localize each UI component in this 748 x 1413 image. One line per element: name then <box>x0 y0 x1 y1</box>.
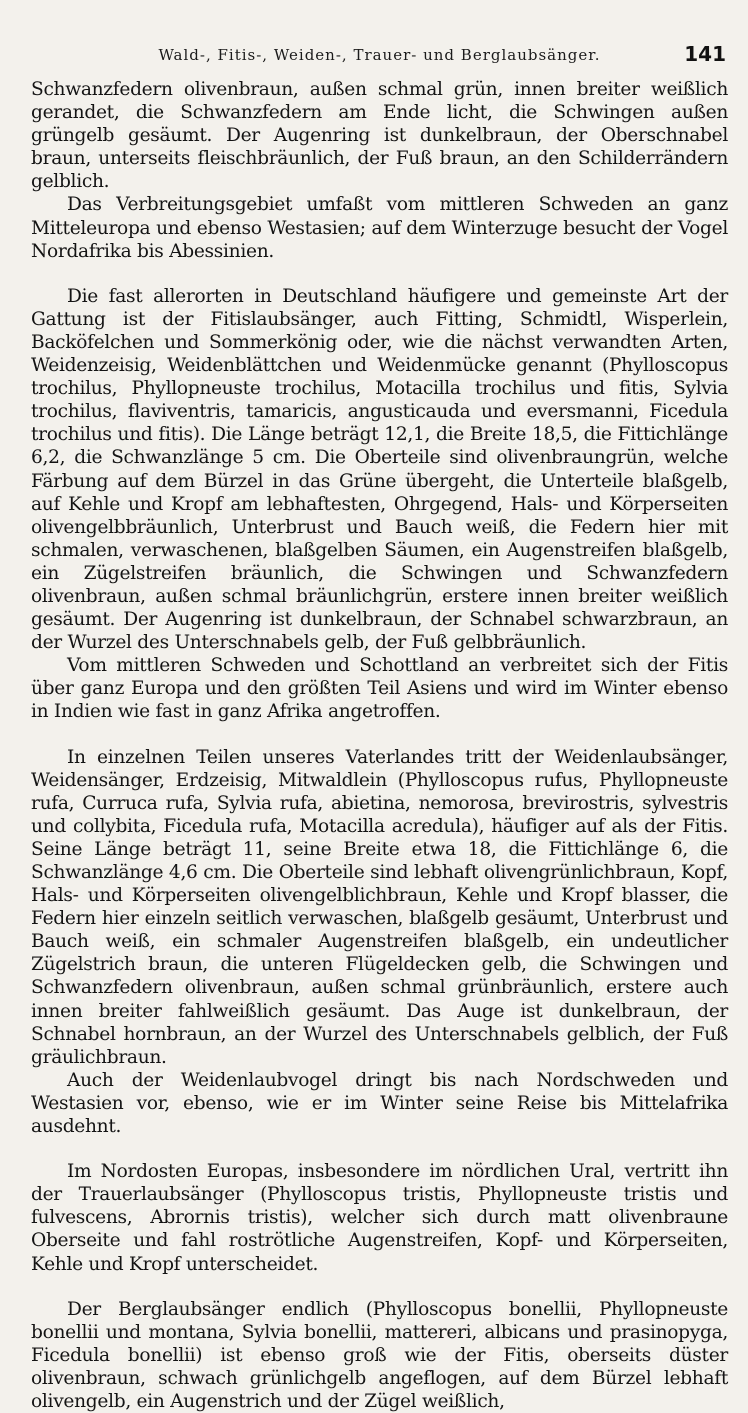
paragraph-willow-warbler-range: Vom mittleren Schweden und Schottland an verbreitet sich der Fitis über ganz Europa und den größten Teil Asiens und wird im Winter ebenso in Indien wie fast in ganz Afrika angetroffen. <box>31 655 728 723</box>
running-head <box>31 0 728 78</box>
paragraph-chiffchaff-description: In einzelnen Teilen unseres Vaterlandes tritt der Weidenlaubsänger, Weidensänger, Erdzeisig, Mitwaldlein (Phylloscopus rufus, Phyllopneuste rufa, Curruca rufa, Sylvia rufa, abietina, nemorosa, brevirostris, sylvestris und collybita, Ficedula rufa, Motacilla acredula), häufiger auf als der Fitis. Seine Länge beträgt 11, seine Breite etwa 18, die Fittichlänge 6, die Schwanzlänge 4,6 cm. Die Oberteile sind lebhaft olivengrünlichbraun, Kopf, Hals- und Körperseiten olivengelblichbraun, Kehle und Kropf blasser, die Federn hier einzeln seitlich verwaschen, blaßgelb gesäumt, Unterbrust und Bauch weiß, ein schmaler Augenstreifen blaßgelb, ein undeutlicher Zügelstrich braun, die unteren Flügeldecken gelb, die Schwingen und Schwanzfedern olivenbraun, außen schmal grünbräunlich, erstere auch innen breiter fahlweißlich gesäumt. Das Auge ist dunkelbraun, der Schnabel hornbraun, an der Wurzel des Unterschnabels gelblich, der Fuß gräulichbraun. <box>31 746 728 1068</box>
paragraph-siberian-chiffchaff: Im Nordosten Europas, insbesondere im nördlichen Ural, vertritt ihn der Trauerlaubsänger (Phylloscopus tristis, Phyllopneuste tristis und fulvescens, Abrornis tristis), welcher sich durch matt olivenbraune Oberseite und fahl roströtliche Augenstreifen, Kopf- und Körperseiten, Kehle und Kropf unterscheidet. <box>31 1161 728 1275</box>
page-number: 141 <box>684 42 726 66</box>
running-head-title: Wald-, Fitis-, Weiden-, Trauer- und Berglaubsänger. <box>158 46 601 64</box>
paragraph-willow-warbler-description: Die fast allerorten in Deutschland häufigere und gemeinste Art der Gattung ist der Fitislaubsänger, auch Fitting, Schmidtl, Wisperlein, Backöfelchen und Sommerkönig oder, wie die nächst verwandten Arten, Weidenzeisig, Weidenblättchen und Weidenmücke genannt (Phylloscopus trochilus, Phyllopneuste trochilus, Motacilla trochilus und fitis, Sylvia trochilus, flaviventris, tamaricis, angusticauda und eversmanni, Ficedula trochilus und fitis). Die Länge beträgt 12,1, die Breite 18,5, die Fittichlänge 6,2, die Schwanzlänge 5 cm. Die Oberteile sind olivenbraungrün, welche Färbung auf dem Bürzel in das Grüne übergeht, die Unterteile blaßgelb, auf Kehle und Kropf am lebhaftesten, Ohrgegend, Hals- und Körperseiten olivengelbbräunlich, Unterbrust und Bauch weiß, die Federn hier mit schmalen, verwaschenen, blaßgelben Säumen, ein Augenstreifen blaßgelb, ein Zügelstreifen bräunlich, die Schwingen und Schwanzfedern olivenbraun, außen schmal bräunlichgrün, erstere innen breiter weißlich gesäumt. Der Augenring ist dunkelbraun, der Schnabel schwarzbraun, an der Wurzel des Unterschnabels gelb, der Fuß gelbbräunlich. <box>31 285 728 654</box>
paragraph-chiffchaff-range: Auch der Weidenlaubvogel dringt bis nach Nordschweden und Westasien vor, ebenso, wie er im Winter seine Reise bis Mittelafrika ausdehnt. <box>31 1069 728 1138</box>
paragraph-bonellis-warbler: Der Berglaubsänger endlich (Phylloscopus bonellii, Phyllopneuste bonellii und montana, Sylvia bonellii, mattereri, albicans und prasinopyga, Ficedula bonellii) ist ebenso groß wie der Fitis, oberseits düster olivenbraun, schwach grünlichgelb angeflogen, auf dem Bürzel lebhaft olivengelb, ein Augenstrich und der Zügel weißlich, <box>31 1298 728 1412</box>
body-text <box>31 78 728 1413</box>
paragraph-wood-warbler-range: Das Verbreitungsgebiet umfaßt vom mittleren Schweden an ganz Mitteleuropa und ebenso Westasien; auf dem Winterzuge besucht der Vogel Nordafrika bis Abessinien. <box>31 194 728 262</box>
paragraph-wood-warbler-plumage-end: Schwanzfedern olivenbraun, außen schmal grün, innen breiter weißlich gerandet, die Schwanzfedern am Ende licht, die Schwingen außen grüngelb gesäumt. Der Augenring ist dunkelbraun, der Oberschnabel braun, unterseits fleischbräunlich, der Fuß braun, an den Schilderrändern gelblich. <box>31 79 728 193</box>
